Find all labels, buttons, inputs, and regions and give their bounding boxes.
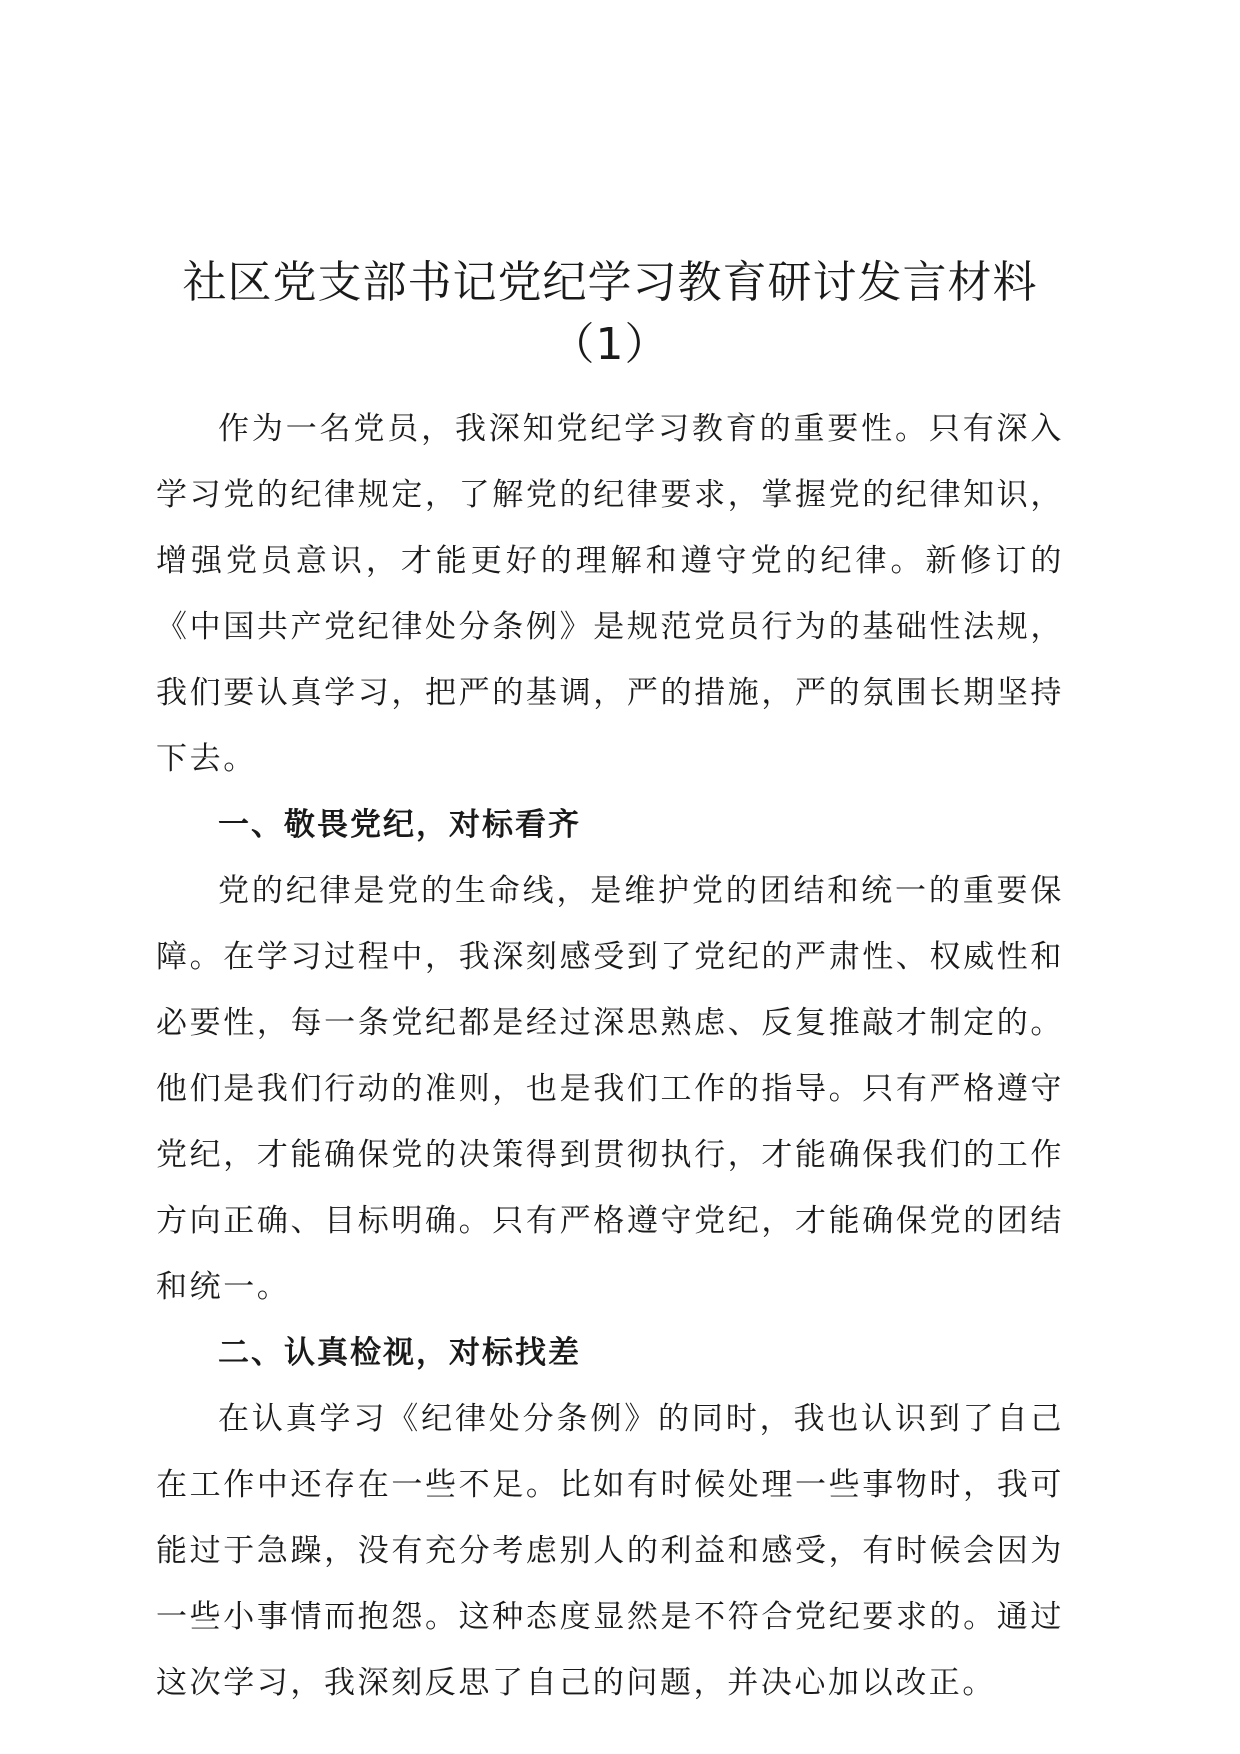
section-1-heading: 一、敬畏党纪，对标看齐 xyxy=(218,807,581,843)
section-2-heading: 二、认真检视，对标找差 xyxy=(218,1335,581,1371)
intro-paragraph: 作为一名党员，我深知党纪学习教育的重要性。只有深入学习党的纪律规定，了解党的纪律要求，掌握党的纪律知识，增强党员意识，才能更好的理解和遵守党的纪律。新修订的《中国共产党纪律处分条例》是规范党员行为的基础性法规，我们要认真学习，把严的基调，严的措施，严的氛围长期坚持下去。 xyxy=(156,411,1064,777)
document-page xyxy=(156,252,1064,1716)
section-2-body: 在认真学习《纪律处分条例》的同时，我也认识到了自己在工作中还存在一些不足。比如有时候处理一些事物时，我可能过于急躁，没有充分考虑别人的利益和感受，有时候会因为一些小事情而抱怨。这种态度显然是不符合党纪要求的。通过这次学习，我深刻反思了自己的问题，并决心加以改正。 xyxy=(156,1401,1064,1701)
section-1-body: 党的纪律是党的生命线，是维护党的团结和统一的重要保障。在学习过程中，我深刻感受到了党纪的严肃性、权威性和必要性，每一条党纪都是经过深思熟虑、反复推敲才制定的。他们是我们行动的准则，也是我们工作的指导。只有严格遵守党纪，才能确保党的决策得到贯彻执行，才能确保我们的工作方向正确、目标明确。只有严格遵守党纪，才能确保党的团结和统一。 xyxy=(156,873,1064,1305)
document-title xyxy=(156,252,1064,376)
title-line-2: （1） xyxy=(550,319,670,370)
title-line-1: 社区党支部书记党纪学习教育研讨发言材料 xyxy=(182,257,1038,308)
